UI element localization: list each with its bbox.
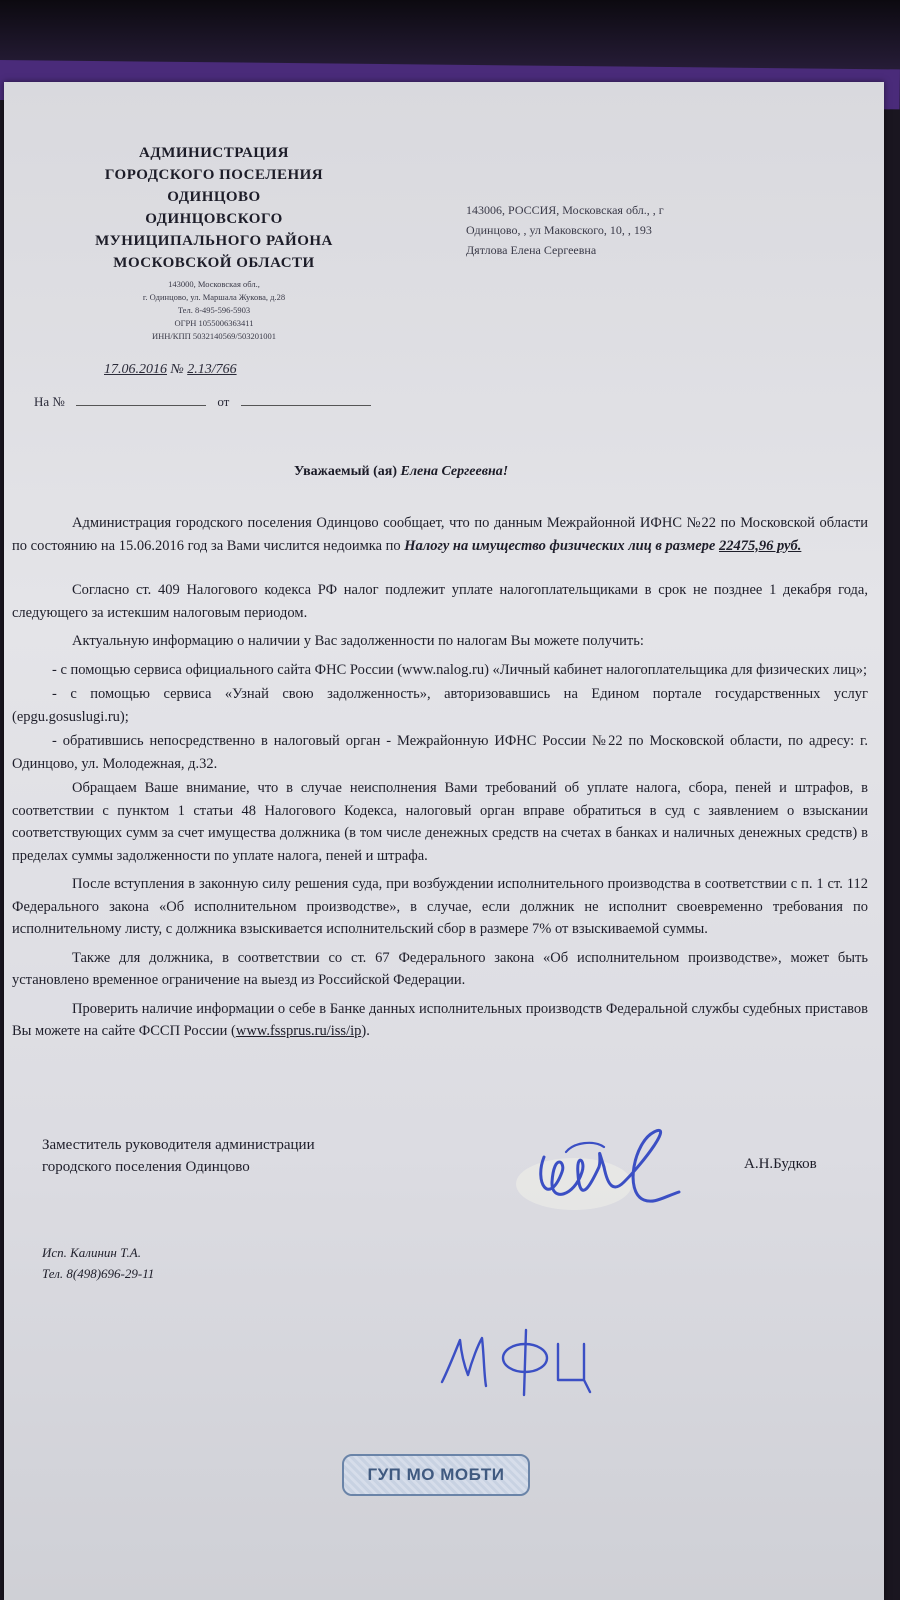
info-option-gosuslugi: - с помощью сервиса «Узнай свою задолженность», авторизовавшись на Едином портале государственных услуг (epgu.gosuslugi.ru);: [12, 686, 868, 725]
executor-name: Исп. Калинин Т.А.: [42, 1245, 141, 1260]
tax-type: Налогу на имущество физических лиц в размере: [404, 537, 716, 554]
signer-position-line: Заместитель руководителя администрации: [42, 1137, 315, 1153]
sender-header: [64, 142, 364, 343]
org-inn: ИНН/КПП 5032140569/503201001: [152, 331, 276, 341]
org-line: МУНИЦИПАЛЬНОГО РАЙОНА: [95, 233, 333, 249]
greeting-name: Елена Сергеевна!: [400, 464, 509, 479]
stamp-mobti: [342, 1454, 530, 1496]
recipient-line: Одинцово, , ул Маковского, 10, , 193: [466, 223, 652, 237]
paragraph-enforcement: После вступления в законную силу решения суда, при возбуждении исполнительного производства в соответствии с п. 1 ст. 112 Федерального закона «Об исполнительном производстве», в случае, если должник не исполнит своевременно требования по исполнительному листу, с должника взыскивается исполнительский сбор в размере 7% от взыскиваемой суммы.: [12, 876, 868, 937]
paragraph-fssp: [12, 998, 868, 1043]
paragraph-travel-ban: Также для должника, в соответствии со ст. 67 Федерального закона «Об исполнительном производстве», может быть установлено временное ограничение на выезд из Российской Федерации.: [12, 949, 868, 988]
signer-name: А.Н.Будков: [744, 1156, 817, 1172]
org-ogrn: ОГРН 1055006363411: [174, 318, 254, 328]
info-option-office: - обратившись непосредственно в налоговый орган - Межрайонную ИФНС России №22 по Московской области, по адресу: г. Одинцово, ул. Молодежная, д.32.: [12, 733, 868, 772]
fssp-link[interactable]: www.fssprus.ru/iss/ip: [235, 1023, 362, 1039]
paragraph-fssp-end: ).: [361, 1023, 370, 1039]
paragraph-court: Обращаем Ваше внимание, что в случае неисполнения Вами требований об уплате налога, сбора, пеней и штрафов, в соответствии с пунктом 1 статьи 48 Налогового Кодекса, налоговый орган вправе обратиться в суд с заявлением о взыскании соответствующих сумм за счет имущества должника (в том числе денежных средств на счетах в банках и наличных денежных средств) в пределах суммы задолженности по уплате налога, пеней и штрафа.: [12, 780, 868, 864]
paragraph-debt-text: Администрация городского поселения Одинцово сообщает, что по данным Межрайонной ИФНС №22 по Московской области по состоянию на 15.06.2016 год за Вами числится недоимка по: [12, 515, 868, 554]
ref-date-blank: [241, 405, 371, 406]
paragraph-deadline: Согласно ст. 409 Налогового кодекса РФ налог подлежит уплате налогоплательщиками в срок не позднее 1 декабря года, следующего за истекшим налоговым периодом.: [12, 582, 868, 621]
paragraph-fssp-text: Проверить наличие информации о себе в Банке данных исполнительных производств Федеральной службы судебных приставов Вы можете на сайте ФССП России (: [12, 1000, 868, 1039]
letter-page: [4, 82, 884, 1600]
reg-number: 2.13/766: [187, 362, 237, 377]
registration-line: [104, 362, 237, 378]
info-option-nalog: - с помощью сервиса официального сайта ФНС России (www.nalog.ru) «Личный кабинет налогоплательщика для физических лиц»;: [52, 661, 868, 678]
reg-date: 17.06.2016: [104, 362, 167, 377]
reg-number-prefix: №: [170, 362, 184, 377]
org-address: г. Одинцово, ул. Маршала Жукова, д.28: [142, 292, 286, 302]
signature-image: [504, 1112, 684, 1222]
recipient-line: 143006, РОССИЯ, Московская обл., , г: [466, 203, 664, 217]
org-line: ОДИНЦОВО: [167, 189, 261, 205]
executor-info: [42, 1242, 154, 1284]
reference-line: [34, 394, 379, 410]
org-line: МОСКОВСКОЙ ОБЛАСТИ: [113, 255, 315, 271]
ref-from-label: от: [217, 394, 230, 409]
recipient-address: [466, 200, 846, 260]
letter-body: [12, 512, 868, 1049]
signer-position-line: городского поселения Одинцово: [42, 1159, 250, 1175]
recipient-name: Дятлова Елена Сергеевна: [466, 243, 597, 257]
ref-blank: [76, 405, 206, 406]
paragraph-info-intro: Актуальную информацию о наличии у Вас задолженности по налогам Вы можете получить:: [72, 633, 644, 649]
org-line: АДМИНИСТРАЦИЯ: [139, 145, 289, 161]
paragraph-debt: [12, 512, 868, 557]
greeting: [294, 464, 508, 480]
org-phone: Тел. 8-495-596-5903: [177, 305, 251, 315]
org-line: ОДИНЦОВСКОГО: [145, 211, 283, 227]
stamp-text: ГУП МО МОБТИ: [367, 1465, 505, 1484]
greeting-prefix: Уважаемый (ая): [294, 464, 397, 479]
org-line: ГОРОДСКОГО ПОСЕЛЕНИЯ: [104, 167, 324, 183]
executor-phone: Тел. 8(498)696-29-11: [42, 1266, 155, 1281]
handwritten-note-mfc: [434, 1320, 604, 1400]
signer-position: [42, 1134, 315, 1178]
ref-label: На №: [34, 394, 65, 409]
org-address: 143000, Московская обл.,: [168, 279, 260, 289]
debt-amount: 22475,96 руб.: [719, 537, 802, 554]
